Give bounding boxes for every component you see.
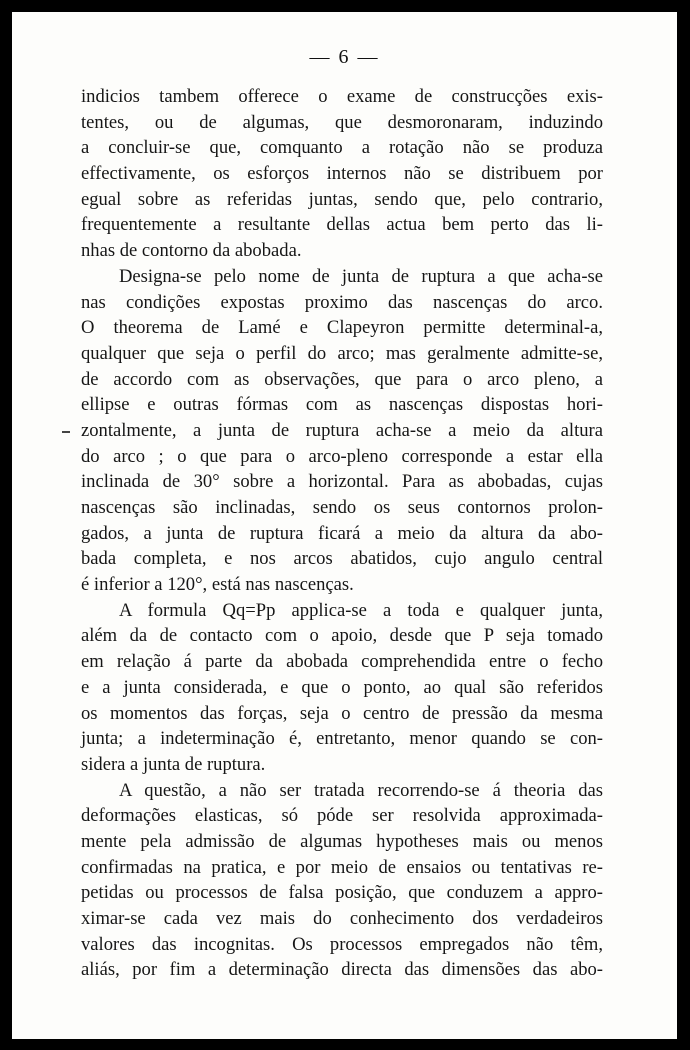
text-line: gados, a junta de ruptura ficará a meio da altura da abo-: [81, 522, 603, 544]
text-line: A formula Qq=Pp applica-se a toda e qualquer junta,: [119, 599, 603, 621]
text-line: O theorema de Lamé e Clapeyron permitte determinal-a,: [81, 317, 603, 339]
text-line: a concluir-se que, comquanto a rotação não se produza: [81, 137, 603, 159]
text-line: além da de contacto com o apoio, desde que P seja tomado: [81, 625, 603, 647]
text-line: qualquer que seja o perfil do arco; mas geralmente admitte-se,: [81, 342, 603, 364]
text-line: de accordo com as observações, que para o arco pleno, a: [81, 368, 603, 390]
text-line: aliás, por fim a determinação directa das dimensões das abo-: [81, 959, 603, 981]
paragraph-3: [81, 598, 603, 778]
book-page: [12, 12, 677, 1039]
text-line: zontalmente, a junta de ruptura acha-se a meio da altura: [81, 419, 603, 441]
text-line: inclinada de 30° sobre a horizontal. Para as abobadas, cujas: [81, 471, 603, 493]
text-line: nas condições expostas proximo das nascenças do arco.: [81, 291, 603, 313]
text-line: Designa-se pelo nome de junta de ruptura a que acha-se: [119, 265, 603, 287]
text-line: os momentos das forças, seja o centro de pressão da mesma: [81, 702, 603, 724]
text-line: ximar-se cada vez mais do conhecimento dos verdadeiros: [81, 908, 603, 929]
text-line: mente pela admissão de algumas hypotheses mais ou menos: [81, 830, 603, 852]
text-line: effectivamente, os esforços internos não se distribuem por: [81, 163, 603, 185]
paragraph-1: [81, 84, 603, 264]
text-line: junta; a indeterminação é, entretanto, menor quando se con-: [81, 728, 603, 750]
text-line: em relação á parte da abobada comprehendida entre o fecho: [81, 651, 603, 673]
text-line: valores das incognitas. Os processos empregados não têm,: [81, 933, 603, 955]
text-line: confirmadas na pratica, e por meio de ensaios ou tentativas re-: [81, 856, 603, 878]
text-line: tentes, ou de algumas, que desmoronaram, induzindo: [81, 111, 603, 133]
paragraph-2: [81, 264, 603, 598]
text-line: nascenças são inclinadas, sendo os seus contornos prolon-: [81, 497, 603, 518]
body-text: [81, 84, 603, 983]
margin-mark: [62, 431, 70, 433]
text-line: indicios tambem offerece o exame de construcções exis-: [81, 86, 603, 107]
text-line: frequentemente a resultante dellas actua bem perto das li-: [81, 214, 603, 236]
text-line: sidera a junta de ruptura.: [81, 753, 266, 775]
text-line: é inferior a 120°, está nas nascenças.: [81, 574, 354, 596]
text-line: petidas ou processos de falsa posição, que conduzem a appro-: [81, 882, 603, 904]
text-line: bada completa, e nos arcos abatidos, cujo angulo central: [81, 548, 603, 570]
paragraph-4: [81, 778, 603, 984]
text-line: A questão, a não ser tratada recorrendo-se á theoria das: [119, 779, 603, 801]
text-line: deformações elasticas, só póde ser resolvida approximada-: [81, 805, 603, 827]
page-number: — 6 —: [309, 46, 380, 68]
text-line: e a junta considerada, e que o ponto, ao qual são referidos: [81, 676, 603, 698]
text-line: nhas de contorno da abobada.: [81, 240, 302, 262]
text-line: do arco ; o que para o arco-pleno corresponde a estar ella: [81, 445, 603, 467]
text-line: egual sobre as referidas juntas, sendo que, pelo contrario,: [81, 188, 603, 210]
text-line: ellipse e outras fórmas com as nascenças dispostas hori-: [81, 394, 603, 416]
